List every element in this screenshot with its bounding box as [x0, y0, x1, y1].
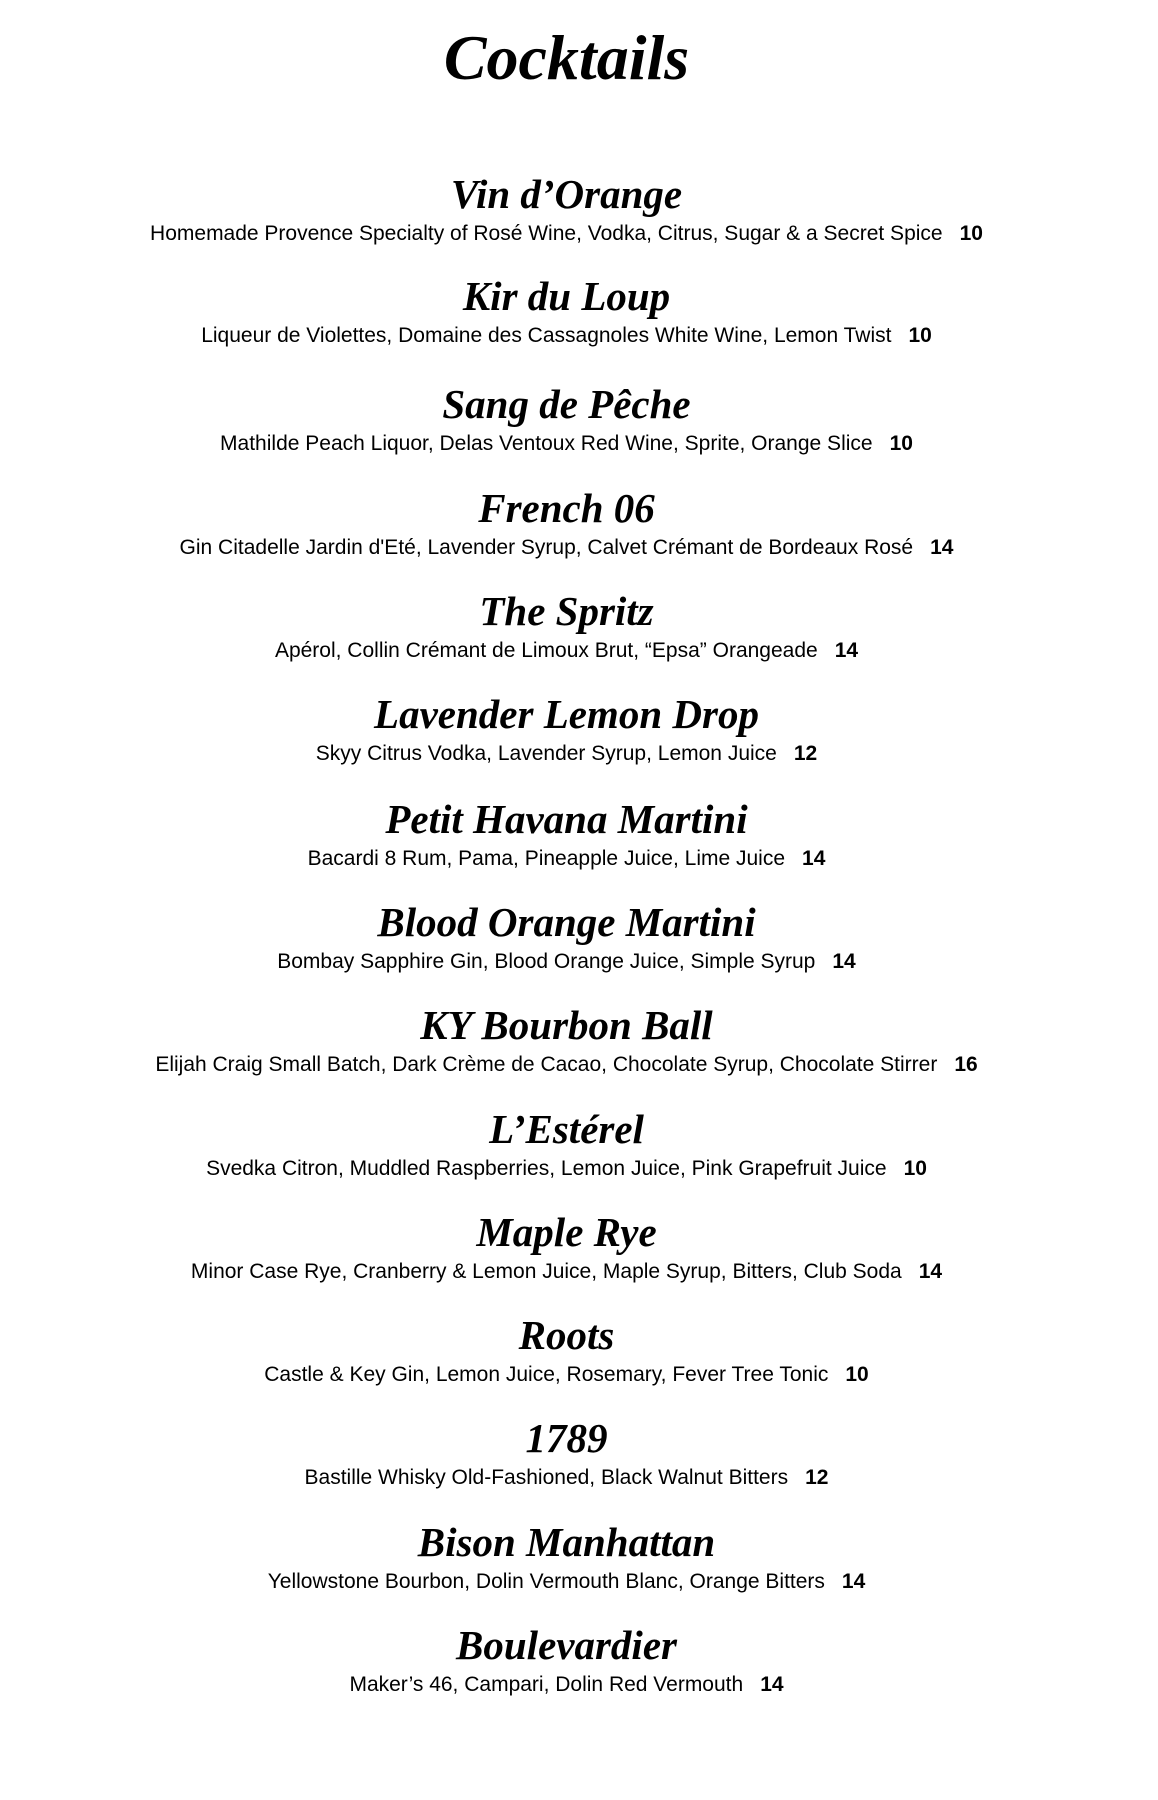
menu-item-price: 14: [832, 950, 856, 973]
menu-item-bison-manhattan: [0, 1518, 1133, 1596]
menu-item-ky-bourbon-ball: [0, 1001, 1133, 1079]
menu-item-price: 14: [930, 536, 954, 559]
menu-item-name: French 06: [478, 485, 655, 531]
menu-item-price: 14: [918, 1260, 943, 1283]
menu-item-details: [0, 845, 1133, 873]
menu-item-name: KY Bourbon Ball: [420, 1002, 713, 1048]
menu-item-description: Yellowstone Bourbon, Dolin Vermouth Blanc, Orange Bitters: [267, 1570, 825, 1593]
menu-item-name: Vin d’Orange: [450, 171, 683, 217]
menu-item-boulevardier: [0, 1621, 1133, 1699]
menu-item-description: Gin Citadelle Jardin d'Eté, Lavender Syrup, Calvet Crémant de Bordeaux Rosé: [179, 536, 914, 559]
menu-item-details: [0, 1155, 1133, 1183]
menu-item-description: Bastille Whisky Old-Fashioned, Black Walnut Bitters: [304, 1466, 789, 1489]
menu-item-price: 12: [805, 1466, 829, 1489]
menu-item-price: 10: [908, 324, 932, 347]
menu-item-name: L’Estérel: [489, 1106, 644, 1152]
menu-item-description: Bacardi 8 Rum, Pama, Pineapple Juice, Lime Juice: [307, 847, 786, 870]
menu-item-name: Petit Havana Martini: [385, 796, 748, 842]
menu-item-petit-havana-martini: [0, 795, 1133, 873]
menu-item-vin-dorange: [0, 170, 1133, 248]
menu-item-description: Homemade Provence Specialty of Rosé Wine, Vodka, Citrus, Sugar & a Secret Spice: [150, 222, 943, 245]
menu-item-details: [0, 1361, 1133, 1389]
menu-item-name: Blood Orange Martini: [377, 899, 756, 945]
menu-item-details: [0, 1051, 1133, 1079]
menu-item-name: Kir du Loup: [462, 273, 671, 319]
menu-item-description: Minor Case Rye, Cranberry & Lemon Juice, Maple Syrup, Bitters, Club Soda: [190, 1260, 902, 1283]
menu-item-roots: [0, 1311, 1133, 1389]
menu-item-name: Sang de Pêche: [442, 381, 691, 427]
menu-item-description: Maker’s 46, Campari, Dolin Red Vermouth: [349, 1673, 744, 1696]
menu-item-maple-rye: [0, 1208, 1133, 1286]
menu-item-price: 10: [903, 1157, 927, 1180]
menu-item-price: 14: [834, 639, 859, 662]
menu-item-lavender-lemon-drop: [0, 690, 1133, 768]
menu-item-name: Roots: [518, 1312, 615, 1358]
menu-item-details: [0, 1568, 1133, 1596]
menu-item-price: 14: [841, 1570, 866, 1593]
menu-item-description: Elijah Craig Small Batch, Dark Crème de Cacao, Chocolate Syrup, Chocolate Stirrer: [155, 1053, 938, 1076]
menu-item-details: [0, 1671, 1133, 1699]
menu-item-price: 10: [889, 432, 913, 455]
menu-item-description: Svedka Citron, Muddled Raspberries, Lemon Juice, Pink Grapefruit Juice: [206, 1157, 887, 1180]
menu-item-price: 10: [959, 222, 983, 245]
menu-item-kir-du-loup: [0, 272, 1133, 350]
menu-item-name: 1789: [525, 1415, 608, 1461]
menu-item-details: [0, 1464, 1133, 1492]
menu-item-french-06: [0, 484, 1133, 562]
menu-item-the-spritz: [0, 587, 1133, 665]
menu-item-1789: [0, 1414, 1133, 1492]
menu-item-price: 12: [793, 742, 818, 765]
menu-item-description: Mathilde Peach Liquor, Delas Ventoux Red Wine, Sprite, Orange Slice: [220, 432, 873, 455]
menu-item-lesterel: [0, 1105, 1133, 1183]
menu-item-details: [0, 220, 1133, 248]
menu-item-details: [0, 430, 1133, 458]
menu-item-description: Bombay Sapphire Gin, Blood Orange Juice, Simple Syrup: [277, 950, 816, 973]
menu-item-name: Bison Manhattan: [417, 1519, 716, 1565]
menu-item-price: 10: [845, 1363, 869, 1386]
menu-item-details: [0, 534, 1133, 562]
menu-item-price: 16: [954, 1053, 978, 1076]
menu-item-details: [0, 322, 1133, 350]
menu-item-name: Maple Rye: [476, 1209, 657, 1255]
menu-item-name: Lavender Lemon Drop: [374, 691, 759, 737]
menu-item-sang-de-peche: [0, 380, 1133, 458]
menu-item-price: 14: [802, 847, 826, 870]
menu-item-description: Skyy Citrus Vodka, Lavender Syrup, Lemon Juice: [315, 742, 777, 765]
menu-item-description: Liqueur de Violettes, Domaine des Cassagnoles White Wine, Lemon Twist: [201, 324, 892, 347]
menu-item-price: 14: [760, 1673, 784, 1696]
menu-item-name: The Spritz: [479, 588, 654, 634]
menu-item-details: [0, 1258, 1133, 1286]
menu-item-description: Apérol, Collin Crémant de Limoux Brut, “Epsa” Orangeade: [274, 639, 818, 662]
menu-item-details: [0, 740, 1133, 768]
menu-item-blood-orange-martini: [0, 898, 1133, 976]
menu-item-details: [0, 948, 1133, 976]
page-title: Cocktails: [443, 22, 690, 93]
menu-item-description: Castle & Key Gin, Lemon Juice, Rosemary, Fever Tree Tonic: [264, 1363, 829, 1386]
menu-item-details: [0, 637, 1133, 665]
menu-item-name: Boulevardier: [456, 1622, 677, 1668]
